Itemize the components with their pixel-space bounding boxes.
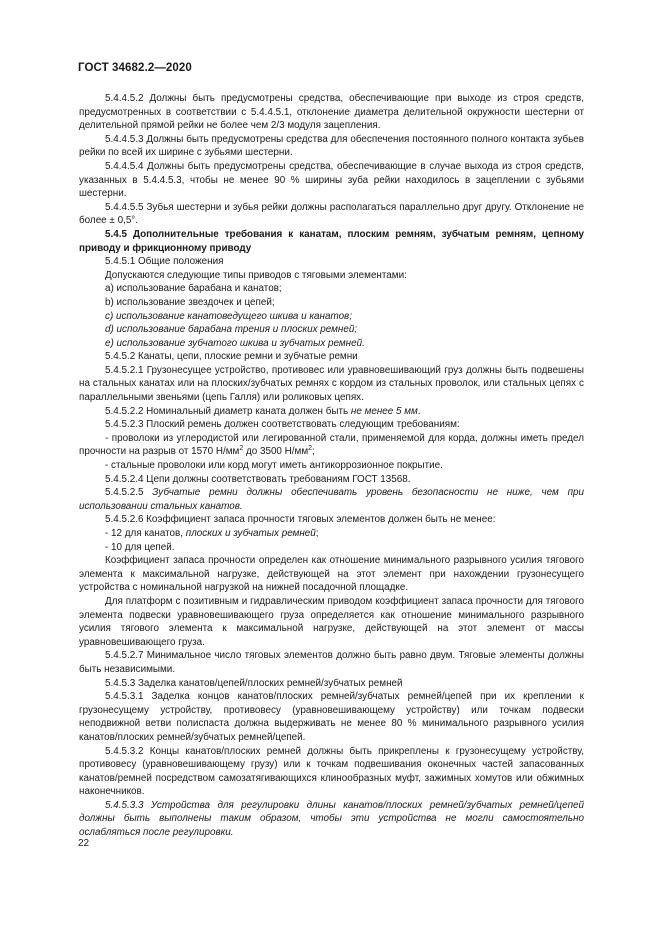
- list-item-a: а) использование барабана и канатов;: [105, 283, 282, 295]
- safety-factor-definition: Коэффициент запаса прочности определен как отношение минимального разрывного усилия тягового элемента к максимальной нагрузке, действующей на этот элемент при нахождении грузонесущего устройства с номинальной нагрузкой на нижней посадочной площадке.: [79, 555, 584, 594]
- clause-5-4-5-2-7: 5.4.5.2.7 Минимальное число тяговых элементов должно быть равно двум. Тяговые элементы должны быть независимыми.: [79, 650, 584, 675]
- superscript: 2: [308, 445, 313, 453]
- list-item-c: с) использование канатоведущего шкива и канатов;: [105, 310, 352, 322]
- safety-factor-chains: - 10 для цепей.: [105, 541, 175, 553]
- list-item-d: d) использование барабана трения и плоских ремней;: [105, 324, 358, 336]
- clause-5-4-5-3-2: 5.4.5.3.2 Концы канатов/плоских ремней должны быть прикреплены к грузонесущему устройству, противовесу (уравновешивающему грузу) или к точкам подвешивания оконечных частей запасованных канатов/ремней посредством самозатягивающихся клинообразных муфт, зажимных хомутов или обжимных наконечников.: [79, 745, 584, 798]
- clause-5-4-5-2-6: 5.4.5.2.6 Коэффициент запаса прочности тяговых элементов должен быть не менее:: [105, 514, 496, 526]
- section-heading-5-4-5: 5.4.5 Дополнительные требования к канатам, плоским ремням, зубчатым ремням, цепному приводу и фрикционному приводу: [79, 228, 584, 254]
- clause-5-4-4-5-5: 5.4.4.5.5 Зубья шестерни и зубья рейки должны располагаться параллельно друг другу. Отклонение не более ± 0,5°.: [79, 201, 584, 227]
- page-body: [79, 92, 584, 840]
- clause-5-4-5-2-5: [79, 486, 584, 513]
- clause-5-4-5-2-2: [79, 405, 584, 419]
- belt-requirement-coating: - стальные проволоки или корд могут иметь антикоррозионное покрытие.: [105, 460, 443, 472]
- clause-text: - 12 для канатов,: [105, 528, 186, 539]
- clause-text: ;: [315, 528, 319, 539]
- list-item-e: е) использование зубчатого шкива и зубчатых ремней.: [105, 337, 365, 349]
- clause-5-4-5-3-1: 5.4.5.3.1 Заделка концов канатов/плоских ремней/зубчатых ремней/цепей при их креплении к грузонесущему устройству, противовесу (уравновешивающему устройству) или точкам подвески неподвижной ветви полиспаста должна выдерживать не менее 80 % минимального разрывного усилия канатов/плоских ремней/зубчатых ремней/цепей.: [79, 691, 584, 743]
- page-number: 22: [78, 838, 90, 849]
- italic-text: плоских и зубчатых ремней: [185, 528, 316, 539]
- clause-text: 5.4.5.2.5: [105, 487, 153, 499]
- clause-5-4-5-2-4: 5.4.5.2.4 Цепи должны соответствовать требованиям ГОСТ 13568.: [105, 473, 411, 485]
- document-header: ГОСТ 34682.2—2020: [78, 62, 192, 74]
- clause-5-4-5-3-3: 5.4.5.3.3 Устройства для регулировки длины канатов/плоских ремней/зубчатых ремней/цепей должны быть выполнены таким образом, чтобы эти устройства не могли самостоятельно ослабляться после регулировки.: [79, 799, 584, 839]
- clause-text: ;: [312, 446, 315, 458]
- superscript: 2: [239, 445, 244, 453]
- safety-factor-counterweight: Для платформ с позитивным и гидравлическим приводом коэффициент запаса прочности для тягового элемента подвески уравновешивающего груза определяется как отношение минимального разрывного усилия тягового элемента к максимальной нагрузке, действующей на этот элемент от массы уравновешивающего груза.: [79, 595, 584, 648]
- clause-text: .: [417, 405, 421, 417]
- clause-text: - проволоки из углеродистой или легированной стали, применяемой для корда, должны иметь предел прочности на разрыв от 1570 Н/мм: [79, 432, 584, 458]
- clause-5-4-5-3: 5.4.5.3 Заделка канатов/цепей/плоских ремней/зубчатых ремней: [105, 677, 403, 689]
- clause-5-4-5-2-3: 5.4.5.2.3 Плоский ремень должен соответствовать следующим требованиям:: [105, 419, 460, 431]
- clause-text: до 3500 Н/мм: [243, 446, 309, 458]
- italic-text: не менее 5 мм: [350, 405, 418, 417]
- clause-5-4-5-2: 5.4.5.2 Канаты, цепи, плоские ремни и зубчатые ремни: [105, 351, 358, 363]
- italic-text: Зубчатые ремни должны обеспечивать уровень безопасности не ниже, чем при использовании стальных канатов.: [79, 487, 584, 512]
- clause-text: 5.4.5.2.2 Номинальный диаметр каната должен быть: [105, 405, 351, 417]
- clause-5-4-5-1: 5.4.5.1 Общие положения: [105, 256, 224, 268]
- clause-5-4-4-5-2: 5.4.4.5.2 Должны быть предусмотрены средства, обеспечивающие при выходе из строя средств, предусмотренных в соответствии с 5.4.4.5.1, отклонение диаметра делительной окружности шестерни от делительной прямой рейки не более чем 2/3 модуля зацепления.: [79, 93, 584, 132]
- clause-5-4-5-2-1: 5.4.5.2.1 Грузонесущее устройство, противовес или уравновешивающий груз должны быть подвешены на стальных канатах или на плоских/зубчатых ремнях с кордом из стальных проволок, или стальных цепях с параллельными звеньями (цепь Галля) или роликовых цепях.: [79, 364, 584, 404]
- drive-types-intro: Допускаются следующие типы приводов с тяговыми элементами:: [105, 269, 407, 281]
- list-item-b: b) использование звездочек и цепей;: [105, 296, 275, 308]
- clause-5-4-4-5-3: 5.4.4.5.3 Должны быть предусмотрены средства для обеспечения постоянного полного контакта зубьев рейки по всей их ширине с зубьями шестерни.: [79, 133, 584, 159]
- clause-5-4-4-5-4: 5.4.4.5.4 Должны быть предусмотрены средства, обеспечивающие в случае выхода из строя средств, указанных в 5.4.4.5.3, чтобы не менее 90 % ширины зуба рейки находилось в зацеплении с зубьями шестерни.: [79, 160, 584, 200]
- belt-requirement-wire: [79, 432, 584, 459]
- safety-factor-ropes: [79, 527, 584, 541]
